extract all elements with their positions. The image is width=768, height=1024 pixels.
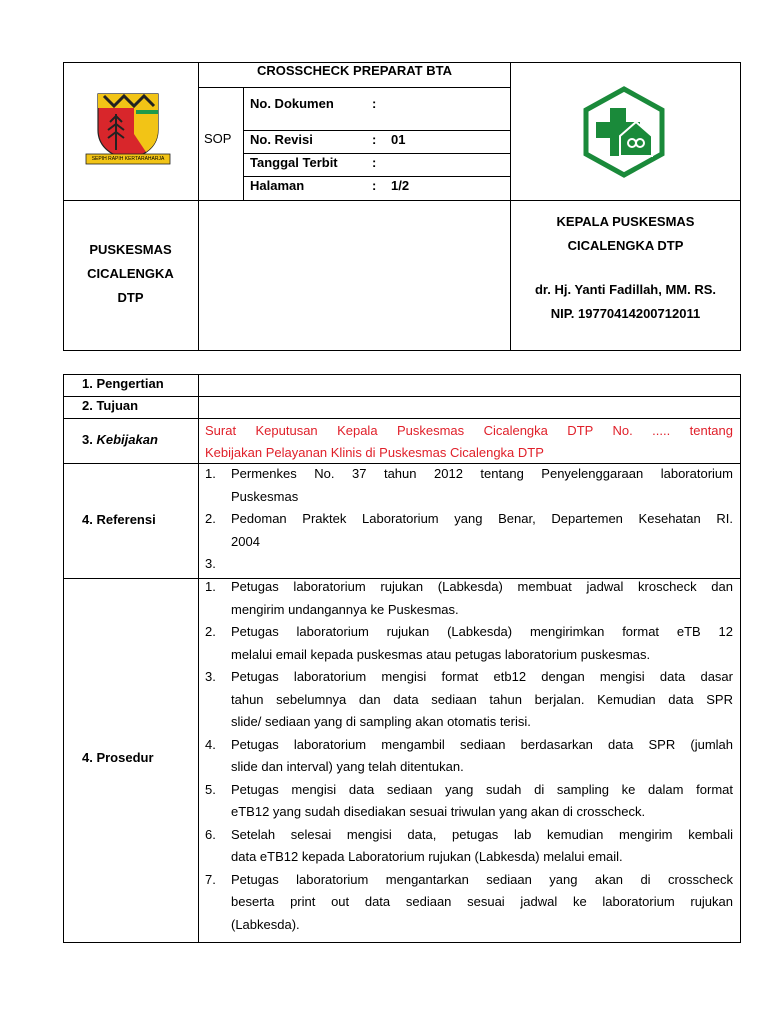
head-nip: NIP. 19770414200712011 [550, 306, 701, 321]
referensi-label: 4. Referensi [82, 512, 156, 527]
tujuan-label: 2. Tujuan [82, 398, 139, 413]
list-item-line: Petugas mengisi data sediaan yang sudah di sampling ke dalam format [231, 781, 733, 797]
org-name [63, 238, 198, 310]
doc-field-sep: : [372, 96, 377, 111]
list-item [205, 869, 733, 937]
referensi-list [205, 463, 733, 575]
list-item [205, 734, 733, 779]
kebijakan-line: Kebijakan Pelayanan Klinis di Puskesmas Cicalengka DTP [205, 445, 544, 460]
list-item-line: Setelah selesai mengisi data, petugas lab kemudian mengirim kembali [231, 826, 733, 842]
doc-field-sep: : [372, 178, 377, 193]
list-item-line: Petugas laboratorium rujukan (Labkesda) mengirimkan format eTB 12 [231, 624, 733, 639]
pengertian-label: 1. Pengertian [82, 376, 164, 391]
list-item [205, 553, 733, 575]
kebijakan-label-num: 3. [82, 432, 93, 447]
puskesmas-logo [578, 86, 670, 178]
page-title: CROSSCHECK PREPARAT BTA [256, 63, 452, 78]
doc-field-label: No. Dokumen [250, 96, 334, 111]
list-item [205, 463, 733, 508]
list-item [205, 576, 733, 621]
list-item-line: melalui email kepada puskesmas atau petugas laboratorium puskesmas. [231, 646, 651, 662]
doc-field-label: Tanggal Terbit [250, 155, 338, 170]
list-item-line: tahun sebelumnya dan data sediaan tahun berjalan. Kemudian data SPR [231, 691, 733, 707]
head-title-line: KEPALA PUSKESMAS [556, 214, 695, 229]
list-item-line: Puskesmas [231, 488, 299, 504]
list-item-num: 6. [205, 826, 216, 842]
doc-field-label: Halaman [250, 178, 305, 193]
prosedur-label: 4. Prosedur [82, 750, 154, 765]
sop-label: SOP [204, 131, 232, 146]
org-line: DTP [117, 290, 144, 305]
list-item-num: 4. [205, 736, 216, 752]
list-item-line: 2004 [231, 533, 260, 549]
list-item-line: Petugas laboratorium rujukan (Labkesda) membuat jadwal kroscheck dan [231, 579, 733, 594]
head-name: dr. Hj. Yanti Fadillah, MM. RS. [534, 282, 717, 297]
list-item-num: 7. [205, 871, 216, 887]
kebijakan-text [205, 420, 733, 464]
crest-motto: SEPIH RAPIH KERTARAHARJA [91, 156, 165, 162]
list-item-num: 2. [205, 624, 216, 639]
list-item-num: 2. [205, 511, 216, 527]
list-item-line: Pedoman Praktek Laboratorium yang Benar, Departemen Kesehatan RI. [231, 511, 733, 527]
head-title-line: CICALENGKA DTP [567, 238, 684, 253]
list-item [205, 779, 733, 824]
doc-field-label: No. Revisi [250, 132, 313, 147]
org-line: PUSKESMAS [89, 242, 172, 257]
doc-field-value: 1/2 [391, 178, 410, 193]
list-item [205, 666, 733, 734]
list-item-num: 1. [205, 579, 216, 594]
list-item-num: 3. [205, 556, 216, 572]
list-item-line: slide/ sediaan yang di sampling akan otomatis terisi. [231, 714, 531, 729]
doc-field-sep: : [372, 155, 377, 170]
kebijakan-label-text: Kebijakan [96, 432, 158, 447]
head-block [510, 210, 741, 326]
list-item [205, 621, 733, 666]
org-line: CICALENGKA [87, 266, 174, 281]
list-item-num: 5. [205, 781, 216, 797]
list-item-line: mengirim undangannya ke Puskesmas. [231, 601, 459, 617]
list-item-line: data eTB12 kepada Laboratorium rujukan (Labkesda) melalui email. [231, 849, 623, 864]
list-item-line: Petugas laboratorium mengantarkan sediaan yang akan di crosscheck [231, 871, 733, 887]
regency-crest-logo [80, 86, 176, 170]
kebijakan-label [82, 432, 158, 447]
list-item [205, 824, 733, 869]
list-item-line: beserta print out data sediaan sesuai jadwal ke laboratorium rujukan [231, 894, 733, 909]
list-item-line: Petugas laboratorium mengambil sediaan berdasarkan data SPR (jumlah [231, 736, 733, 752]
list-item-line: (Labkesda). [231, 916, 300, 932]
list-item-line: Petugas laboratorium mengisi format etb12 dengan mengisi data dasar [231, 669, 733, 684]
prosedur-list [205, 576, 733, 936]
list-item-num: 1. [205, 466, 216, 481]
list-item-line: eTB12 yang sudah disediakan sesuai triwulan yang akan di crosscheck. [231, 804, 646, 819]
list-item-line: Permenkes No. 37 tahun 2012 tentang Penyelenggaraan laboratorium [231, 466, 733, 481]
doc-field-value: 01 [391, 132, 406, 147]
kebijakan-line: Surat Keputusan Kepala Puskesmas Cicalengka DTP No. ..... tentang [205, 423, 733, 438]
doc-field-sep: : [372, 132, 377, 147]
list-item [205, 508, 733, 553]
list-item-num: 3. [205, 669, 216, 684]
list-item-line: slide dan interval) yang telah ditentukan. [231, 759, 464, 774]
